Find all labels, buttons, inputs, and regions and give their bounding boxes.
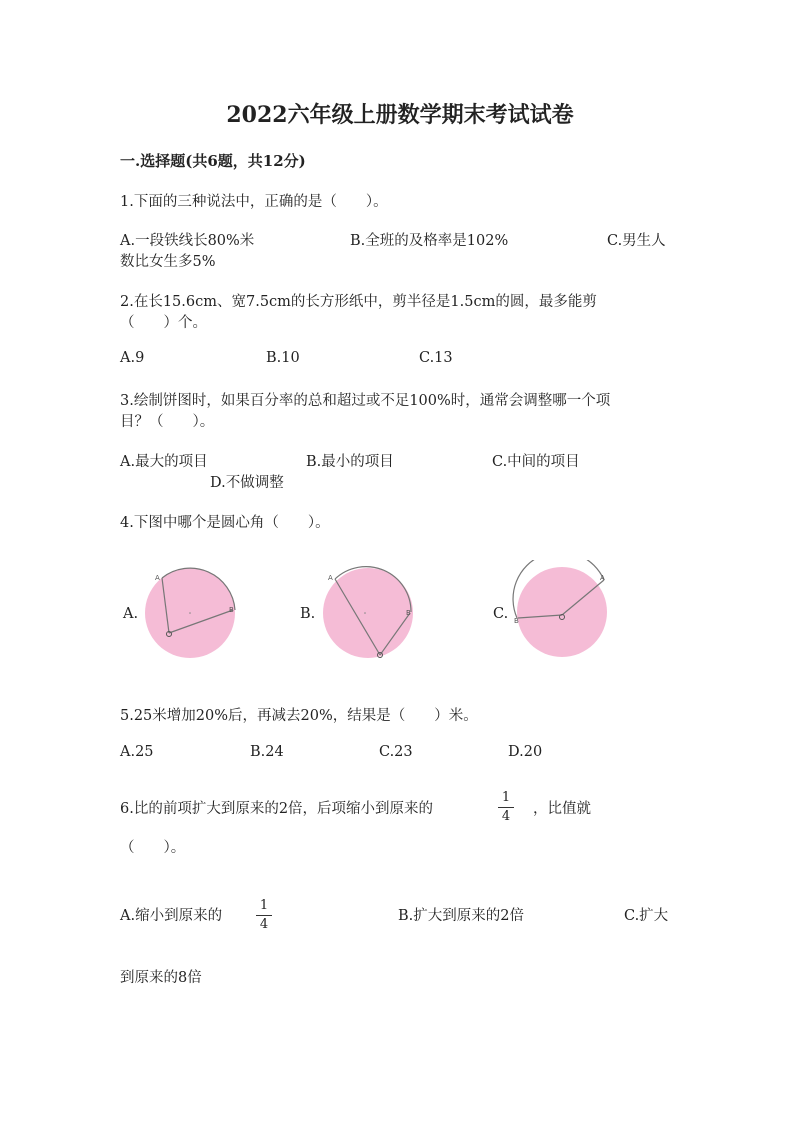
q3-stem: 3.绘制饼图时，如果百分率的总和超过或不足100%时，通常会调整哪一个项 (120, 393, 611, 409)
q6-stem: 6.比的前项扩大到原来的2倍，后项缩小到原来的 (120, 801, 434, 817)
q4-c-point-a: A (600, 574, 605, 582)
q4-figure-label-a: A. (123, 606, 139, 622)
fraction-numerator: 1 (259, 898, 269, 913)
q3-option-a: A.最大的项目 (120, 454, 208, 470)
q4-stem: 4.下图中哪个是圆心角（ ）。 (120, 515, 330, 531)
q4-figure-b (318, 565, 423, 665)
q5-option-b: B.24 (250, 744, 284, 760)
q6-stem-fraction (498, 790, 514, 825)
fraction-denominator: 4 (501, 809, 511, 824)
fraction-numerator: 1 (501, 790, 511, 805)
q5-stem: 5.25米增加20%后，再减去20%，结果是（ ）米。 (120, 708, 478, 724)
q4-figure-a (140, 565, 245, 665)
q4-a-point-b: B (229, 606, 234, 614)
q4-a-point-a: A (155, 574, 160, 582)
q6-stem-cont: （ ）。 (120, 840, 186, 856)
q4-c-point-b: B (514, 617, 519, 625)
q2-stem: 2.在长15.6cm、宽7.5cm的长方形纸中，剪半径是1.5cm的圆，最多能剪 (120, 294, 597, 310)
fraction-denominator: 4 (259, 917, 269, 932)
q3-option-c: C.中间的项目 (492, 454, 580, 470)
q4-figure-label-c: C. (493, 606, 509, 622)
q2-option-c: C.13 (419, 350, 453, 366)
q6-option-c: C.扩大 (624, 908, 669, 924)
q1-stem: 1.下面的三种说法中，正确的是（ ）。 (120, 194, 388, 210)
q1-option-c: C.男生人 (607, 233, 666, 249)
q5-option-c: C.23 (379, 744, 413, 760)
q6-option-c-cont: 到原来的8倍 (120, 970, 202, 986)
section-heading: 一.选择题(共6题，共12分) (120, 152, 306, 170)
q5-option-a: A.25 (120, 744, 154, 760)
q3-stem-cont: 目？（ ）。 (120, 414, 215, 430)
q2-option-b: B.10 (266, 350, 300, 366)
q4-b-point-a: A (328, 574, 333, 582)
q6-option-b: B.扩大到原来的2倍 (398, 908, 524, 924)
q1-option-c-cont: 数比女生多5% (120, 254, 216, 270)
q1-option-a: A.一段铁线长80%米 (120, 233, 255, 249)
page-title: 2022六年级上册数学期末考试试卷 (226, 102, 574, 128)
q6-option-a: A.缩小到原来的 (120, 908, 223, 924)
q3-option-d: D.不做调整 (210, 475, 284, 491)
q1-option-b: B.全班的及格率是102% (350, 233, 509, 249)
q4-b-point-b: B (406, 609, 411, 617)
q2-option-a: A.9 (120, 350, 145, 366)
q4-figure-c (512, 560, 617, 665)
q6-option-a-fraction (256, 898, 272, 933)
q3-option-b: B.最小的项目 (306, 454, 394, 470)
q2-stem-cont: （ ）个。 (120, 315, 207, 331)
q6-stem-end: ，比值就 (533, 801, 591, 817)
q4-figure-label-b: B. (300, 606, 316, 622)
q5-option-d: D.20 (508, 744, 543, 760)
